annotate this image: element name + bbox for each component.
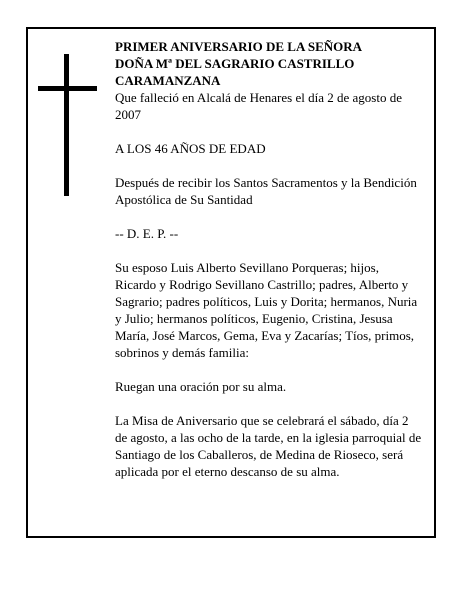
cross-icon-bar <box>38 86 97 91</box>
cross-icon <box>64 54 69 196</box>
title-line: DOÑA Mª DEL SAGRARIO CASTRILLO <box>115 56 355 71</box>
title-line: PRIMER ANIVERSARIO DE LA SEÑORA <box>115 39 363 54</box>
death-date-text: Que falleció en Alcalá de Henares el día 2 de agosto de 2007 <box>115 90 402 122</box>
family-text: Su esposo Luis Alberto Sevillano Porqueras; hijos, Ricardo y Rodrigo Sevillano Castrillo; padres, Alberto y Sagrario; padres políticos, Luis y Dorita; hermanos, Nuria y Julio; hermanos políticos, Eugenio, Cristina, Jesusa María, José Marcos, Gema, Eva y Zacarías; Tíos, primos, sobrinos y demás familia: <box>115 260 418 360</box>
mass-text: La Misa de Aniversario que se celebrará el sábado, día 2 de agosto, a las ocho de la tarde, en la iglesia parroquial de Santiago de los Caballeros, de Medina de Rioseco, será aplicada por el eterno descanso de su alma. <box>115 413 422 479</box>
prayer-text: Ruegan una oración por su alma. <box>115 379 287 394</box>
age-text: A LOS 46 AÑOS DE EDAD <box>115 141 266 156</box>
sacraments-text: Después de recibir los Santos Sacramentos y la Bendición Apostólica de Su Santidad <box>115 175 417 207</box>
title-line: CARAMANZANA <box>115 73 221 88</box>
obituary-text <box>115 38 423 497</box>
rip-text: -- D. E. P. -- <box>115 226 179 241</box>
